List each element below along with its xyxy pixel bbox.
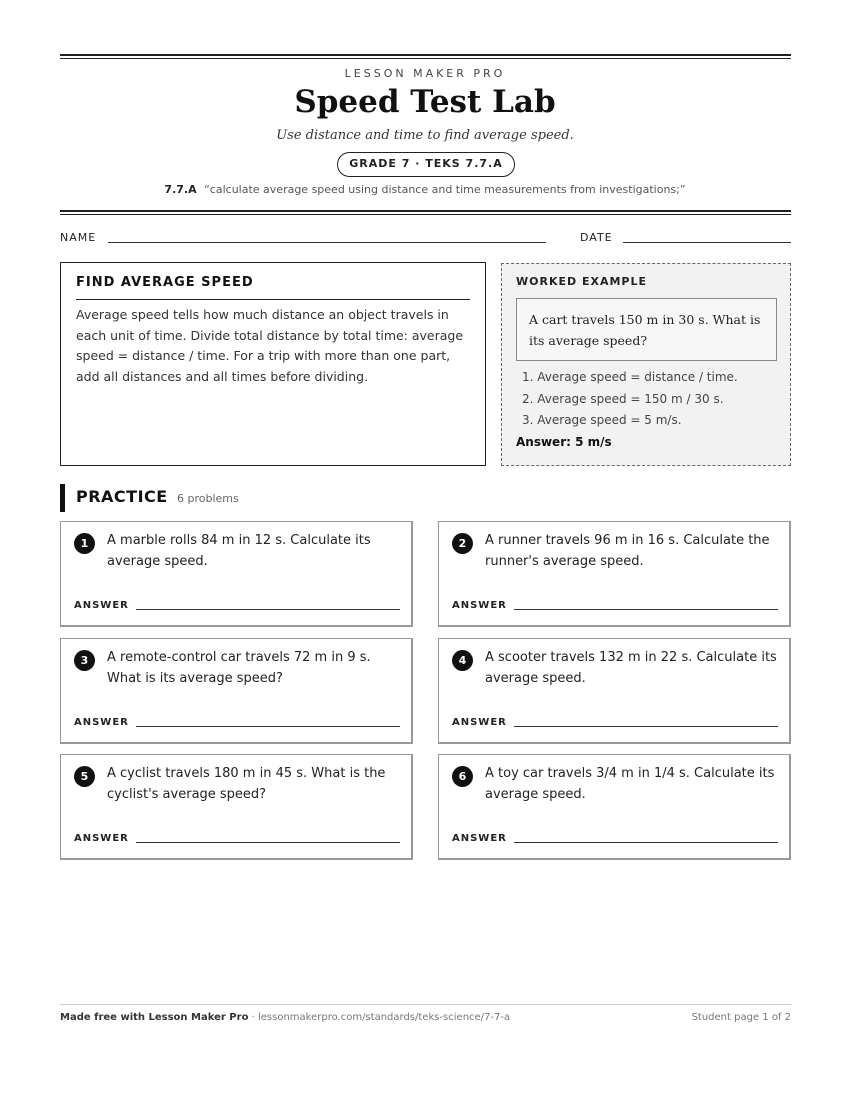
problem-card-1	[60, 521, 413, 627]
answer-label: ANSWER	[452, 600, 507, 611]
problem-card-4	[438, 638, 791, 744]
problem-text: A toy car travels 3/4 m in 1/4 s. Calculate its average speed.	[485, 766, 775, 802]
page-subtitle: Use distance and time to find average speed.	[276, 128, 574, 143]
worked-example-answer: Answer: 5 m/s	[516, 435, 612, 449]
answer-label: ANSWER	[452, 717, 507, 728]
answer-line[interactable]	[136, 609, 400, 610]
top-rule	[60, 54, 791, 56]
footer-url[interactable]: · lessonmakerpro.com/standards/teks-science/7-7-a	[248, 1012, 511, 1023]
name-field-line[interactable]	[108, 242, 546, 243]
problem-number: 1	[74, 533, 95, 554]
problem-text: A scooter travels 132 m in 22 s. Calculate its average speed.	[485, 650, 777, 686]
problem-number: 6	[452, 766, 473, 787]
standard-code: 7.7.A	[164, 183, 197, 196]
worked-step: 1. Average speed = distance / time.	[522, 370, 738, 384]
name-label: NAME	[60, 231, 97, 244]
problem-card-3	[60, 638, 413, 744]
answer-line[interactable]	[514, 842, 778, 843]
standard-line	[0, 183, 850, 196]
answer-line[interactable]	[514, 609, 778, 610]
problem-card-5	[60, 754, 413, 860]
worked-example-box	[501, 263, 791, 466]
find-heading: FIND AVERAGE SPEED	[76, 275, 254, 290]
answer-line[interactable]	[136, 726, 400, 727]
find-body: Average speed tells how much distance an object travels in each unit of time. Divide total distance by total time: average speed = distance / time. For a trip with more than one part, add all distances and all times before dividing.	[76, 307, 464, 384]
problem-text: A runner travels 96 m in 16 s. Calculate the runner's average speed.	[485, 533, 770, 569]
footer-page-number: Student page 1 of 2	[691, 1012, 791, 1023]
problem-text: A marble rolls 84 m in 12 s. Calculate its average speed.	[107, 533, 371, 569]
date-label: DATE	[580, 231, 613, 244]
worked-example-heading: WORKED EXAMPLE	[516, 275, 647, 288]
practice-count: 6 problems	[177, 492, 239, 505]
problem-number: 5	[74, 766, 95, 787]
problem-number: 2	[452, 533, 473, 554]
footer-rule	[60, 1004, 791, 1005]
worked-step: 3. Average speed = 5 m/s.	[522, 413, 682, 427]
practice-accent-bar	[60, 484, 65, 512]
grade-badge: GRADE 7 · TEKS 7.7.A	[337, 152, 515, 177]
answer-label: ANSWER	[74, 833, 129, 844]
footer-credit	[60, 1012, 510, 1023]
practice-title: PRACTICE	[76, 487, 168, 506]
answer-label: ANSWER	[74, 600, 129, 611]
find-average-speed-box	[60, 262, 486, 466]
problem-card-2	[438, 521, 791, 627]
answer-line[interactable]	[514, 726, 778, 727]
problem-text: A remote-control car travels 72 m in 9 s. What is its average speed?	[107, 650, 371, 686]
problem-number: 3	[74, 650, 95, 671]
answer-line[interactable]	[136, 842, 400, 843]
footer-made-by: Made free with Lesson Maker Pro	[60, 1012, 249, 1023]
find-divider	[76, 299, 470, 300]
date-field-line[interactable]	[623, 242, 791, 243]
answer-label: ANSWER	[452, 833, 507, 844]
answer-label: ANSWER	[74, 717, 129, 728]
worked-example-prompt: A cart travels 150 m in 30 s. What is its average speed?	[516, 298, 777, 361]
standard-text: “calculate average speed using distance and time measurements from investigations;”	[204, 183, 686, 196]
problem-text: A cyclist travels 180 m in 45 s. What is the cyclist's average speed?	[107, 766, 386, 802]
problem-number: 4	[452, 650, 473, 671]
worked-example-steps	[522, 368, 738, 433]
problem-card-6	[438, 754, 791, 860]
brand-name: LESSON MAKER PRO	[344, 67, 506, 80]
worked-step: 2. Average speed = 150 m / 30 s.	[522, 391, 724, 406]
header-bottom-rule	[60, 210, 791, 212]
page-title: Speed Test Lab	[294, 84, 556, 120]
